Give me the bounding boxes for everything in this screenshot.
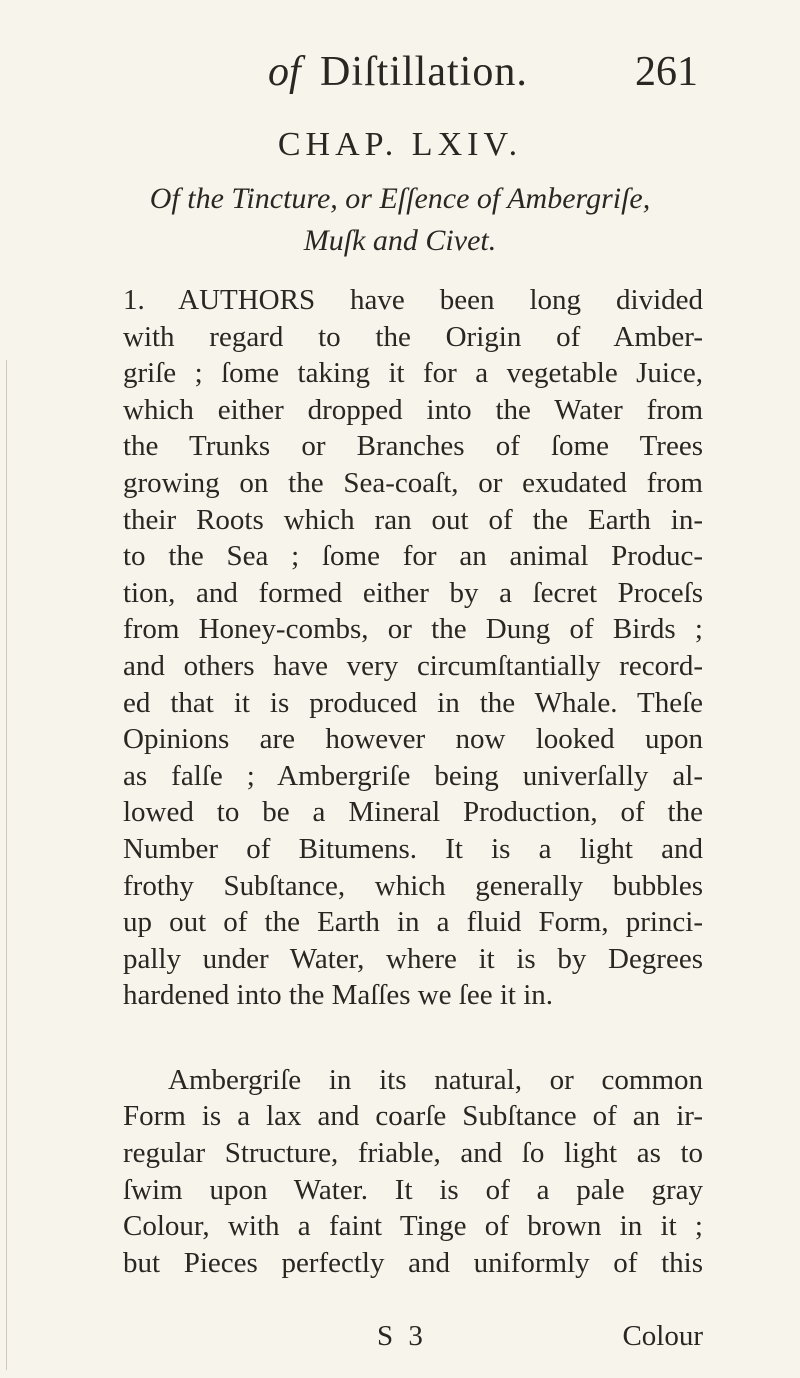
text-line: with regard to the Origin of Amber- bbox=[123, 320, 703, 353]
text-line: and others have very circumſtantially record- bbox=[123, 649, 703, 682]
paragraph-1 bbox=[123, 282, 703, 1014]
text-line: Opinions are however now looked upon bbox=[123, 723, 703, 756]
text-line: pally under Water, where it is by Degrees bbox=[123, 942, 703, 975]
text-line: from Honey-combs, or the Dung of Birds ; bbox=[123, 613, 703, 646]
text-line: Ambergriſe in its natural, or common bbox=[168, 1063, 703, 1096]
text-line: lowed to be a Mineral Production, of the bbox=[123, 796, 703, 829]
text-line: Colour, with a faint Tinge of brown in it ; bbox=[123, 1210, 703, 1243]
text-line: ſwim upon Water. It is of a pale gray bbox=[123, 1173, 703, 1206]
text-line: ed that it is produced in the Whale. Theſe bbox=[123, 686, 703, 719]
chapter-heading: CHAP. LXIV. bbox=[277, 126, 523, 163]
text-line: the Trunks or Branches of ſome Trees bbox=[123, 430, 703, 463]
text-line: 1. AUTHORS have been long divided bbox=[123, 284, 703, 316]
chapter-subtitle-line: Muſk and Civet. bbox=[303, 224, 497, 257]
text-line: hardened into the Maſſes we ſee it in. bbox=[123, 979, 554, 1012]
text-line: frothy Subſtance, which generally bubbles bbox=[123, 869, 703, 902]
text-line: which either dropped into the Water from bbox=[123, 393, 703, 426]
page-edge-line bbox=[6, 360, 7, 1370]
body-text bbox=[123, 282, 703, 1281]
chapter-subtitle-line: Of the Tincture, or Eſſence of Ambergriſe, bbox=[149, 182, 651, 215]
page-number: 261 bbox=[635, 49, 698, 95]
text-line: but Pieces perfectly and uniformly of this bbox=[123, 1246, 703, 1279]
text-line: as falſe ; Ambergriſe being univerſally al- bbox=[123, 759, 703, 792]
page-footer bbox=[123, 1320, 703, 1360]
paragraph-gap bbox=[123, 1014, 703, 1062]
text-line: regular Structure, friable, and ſo light as to bbox=[123, 1137, 703, 1170]
running-head-title: Diſtillation. bbox=[320, 49, 528, 95]
text-line: griſe ; ſome taking it for a vegetable Juice, bbox=[123, 357, 703, 390]
catchword: Colour bbox=[622, 1320, 703, 1352]
text-line: up out of the Earth in a fluid Form, princi- bbox=[123, 906, 703, 939]
signature-mark: S 3 bbox=[377, 1320, 427, 1352]
text-line: growing on the Sea-coaſt, or exudated from bbox=[123, 466, 703, 499]
text-line: to the Sea ; ſome for an animal Produc- bbox=[123, 540, 703, 573]
running-head-prefix: of bbox=[268, 49, 301, 95]
text-line: Form is a lax and coarſe Subſtance of an ir- bbox=[123, 1100, 703, 1133]
chapter-subtitle bbox=[0, 178, 800, 262]
text-line: Number of Bitumens. It is a light and bbox=[123, 832, 703, 865]
paragraph-2 bbox=[123, 1062, 703, 1282]
running-head bbox=[268, 42, 698, 102]
text-line: tion, and formed either by a ſecret Proceſs bbox=[123, 576, 703, 609]
text-line: their Roots which ran out of the Earth in- bbox=[123, 503, 703, 536]
